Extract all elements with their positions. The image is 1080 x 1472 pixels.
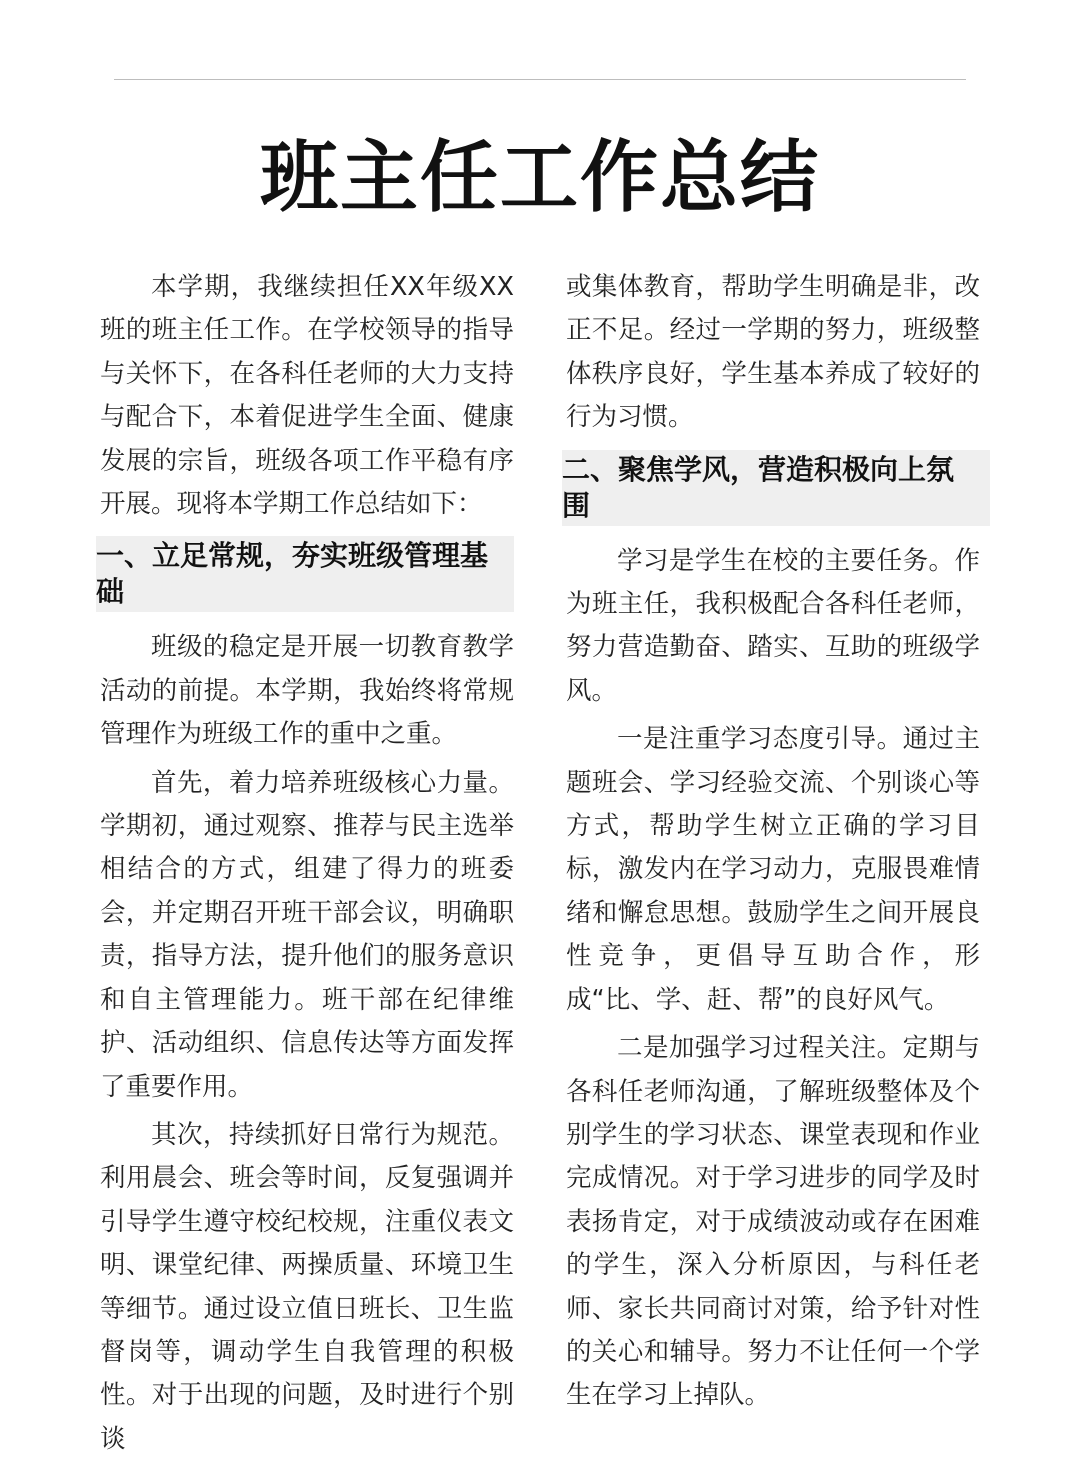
section1-paragraph-3-continued: 或集体教育，帮助学生明确是非，改正不足。经过一学期的努力，班级整体秩序良好，学生基本养成了较好的行为习惯。 — [566, 272, 980, 433]
section1-paragraph-2: 首先，着力培养班级核心力量。学期初，通过观察、推荐与民主选举相结合的方式，组建了得力的班委会，并定期召开班干部会议，明确职责，指导方法，提升他们的服务意识和自主管理能力。班干部在纪律维护、活动组织、信息传达等方面发挥了重要作用。 — [100, 767, 514, 1102]
right-column — [562, 266, 980, 1423]
section1-paragraph-1: 班级的稳定是开展一切教育教学活动的前提。本学期，我始终将常规管理作为班级工作的重中之重。 — [100, 632, 514, 750]
section-heading-2: 二、聚焦学风，营造积极向上氛围 — [562, 450, 990, 526]
top-divider — [114, 79, 966, 80]
section2-paragraph-2: 一是注重学习态度引导。通过主题班会、学习经验交流、个别谈心等方式，帮助学生树立正确的学习目标，激发内在学习动力，克服畏难情绪和懈怠思想。鼓励学生之间开展良性竞争，更倡导互助合作，形成“比、学、赶、帮”的良好风气。 — [566, 724, 980, 1015]
page-title: 班主任工作总结 — [259, 133, 820, 223]
section-heading-1: 一、立足常规，夯实班级管理基础 — [96, 536, 514, 612]
section2-paragraph-3: 二是加强学习过程关注。定期与各科任老师沟通，了解班级整体及个别学生的学习状态、课堂表现和作业完成情况。对于学习进步的同学及时表扬肯定，对于成绩波动或存在困难的学生，深入分析原因，与科任老师、家长共同商讨对策，给予针对性的关心和辅导。努力不让任何一个学生在学习上掉队。 — [566, 1033, 980, 1411]
section2-paragraph-1: 学习是学生在校的主要任务。作为班主任，我积极配合各科任老师，努力营造勤奋、踏实、互助的班级学风。 — [566, 545, 980, 706]
section1-paragraph-3: 其次，持续抓好日常行为规范。利用晨会、班会等时间，反复强调并引导学生遵守校纪校规，注重仪表文明、课堂纪律、两操质量、环境卫生等细节。通过设立值日班长、卫生监督岗等，调动学生自我管理的积极性。对于出现的问题，及时进行个别谈 — [100, 1119, 514, 1454]
left-column — [96, 266, 514, 1466]
intro-paragraph: 本学期，我继续担任XX年级XX班的班主任工作。在学校领导的指导与关怀下，在各科任老师的大力支持与配合下，本着促进学生全面、健康发展的宗旨，班级各项工作平稳有序开展。现将本学期工作总结如下： — [100, 272, 514, 520]
